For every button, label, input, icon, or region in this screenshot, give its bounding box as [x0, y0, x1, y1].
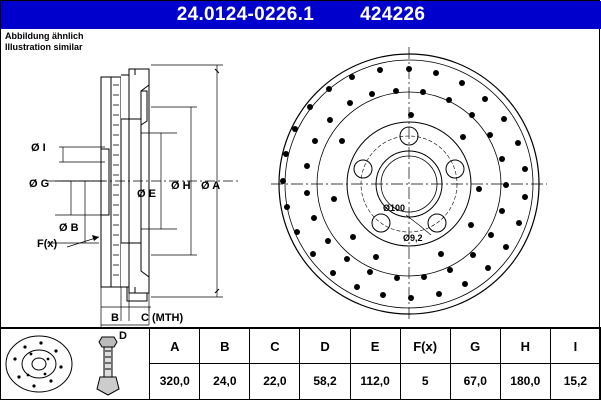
col-header-a: A	[150, 329, 200, 364]
label-fx: F(x)	[37, 238, 58, 250]
brake-disc-icon	[6, 336, 72, 392]
part-number: 24.0124-0226.1	[176, 4, 315, 25]
label-diameter-g: Ø G	[29, 178, 50, 190]
front-view	[271, 47, 547, 321]
illustration-note-de: Abbildung ähnlich	[5, 31, 84, 41]
dimension-table	[1, 327, 601, 399]
drawing-svg	[1, 29, 601, 342]
col-header-c: C	[250, 329, 300, 364]
label-diameter-a: Ø A	[201, 180, 221, 192]
col-header-h: H	[500, 329, 550, 364]
title-bar	[1, 1, 601, 29]
reference-number: 424226	[360, 4, 426, 25]
value-c: 22,0	[250, 364, 300, 399]
section-profile	[101, 69, 149, 301]
illustration-note-en: Illustration similar	[5, 42, 83, 52]
technical-drawing	[1, 29, 601, 342]
dimension-table-grid	[1, 328, 601, 400]
label-b: B	[111, 312, 119, 324]
label-c: C (MTH)	[141, 312, 184, 324]
label-d: D	[119, 330, 127, 342]
label-diameter-b: Ø B	[59, 222, 79, 234]
label-diameter-h: Ø H	[171, 180, 191, 192]
value-g: 67,0	[450, 364, 500, 399]
bolt-icon	[97, 337, 119, 395]
label-bolt-hole: Ø9,2	[403, 233, 423, 243]
col-header-fx: F(x)	[400, 329, 450, 364]
col-header-e: E	[350, 329, 400, 364]
label-diameter-i: Ø I	[31, 142, 46, 154]
col-header-b: B	[200, 329, 250, 364]
col-header-g: G	[450, 329, 500, 364]
value-i: 15,2	[550, 364, 600, 399]
fx-leader	[67, 235, 99, 247]
label-pcd: Ø100	[383, 203, 406, 213]
value-a: 320,0	[150, 364, 200, 399]
icon-cell	[1, 329, 150, 400]
icon-svg	[1, 329, 147, 399]
col-header-d: D	[300, 329, 350, 364]
value-d: 58,2	[300, 364, 350, 399]
value-e: 112,0	[350, 364, 400, 399]
label-diameter-e: Ø E	[137, 188, 156, 200]
col-header-i: I	[550, 329, 600, 364]
value-h: 180,0	[500, 364, 550, 399]
value-fx: 5	[400, 364, 450, 399]
value-b: 24,0	[200, 364, 250, 399]
